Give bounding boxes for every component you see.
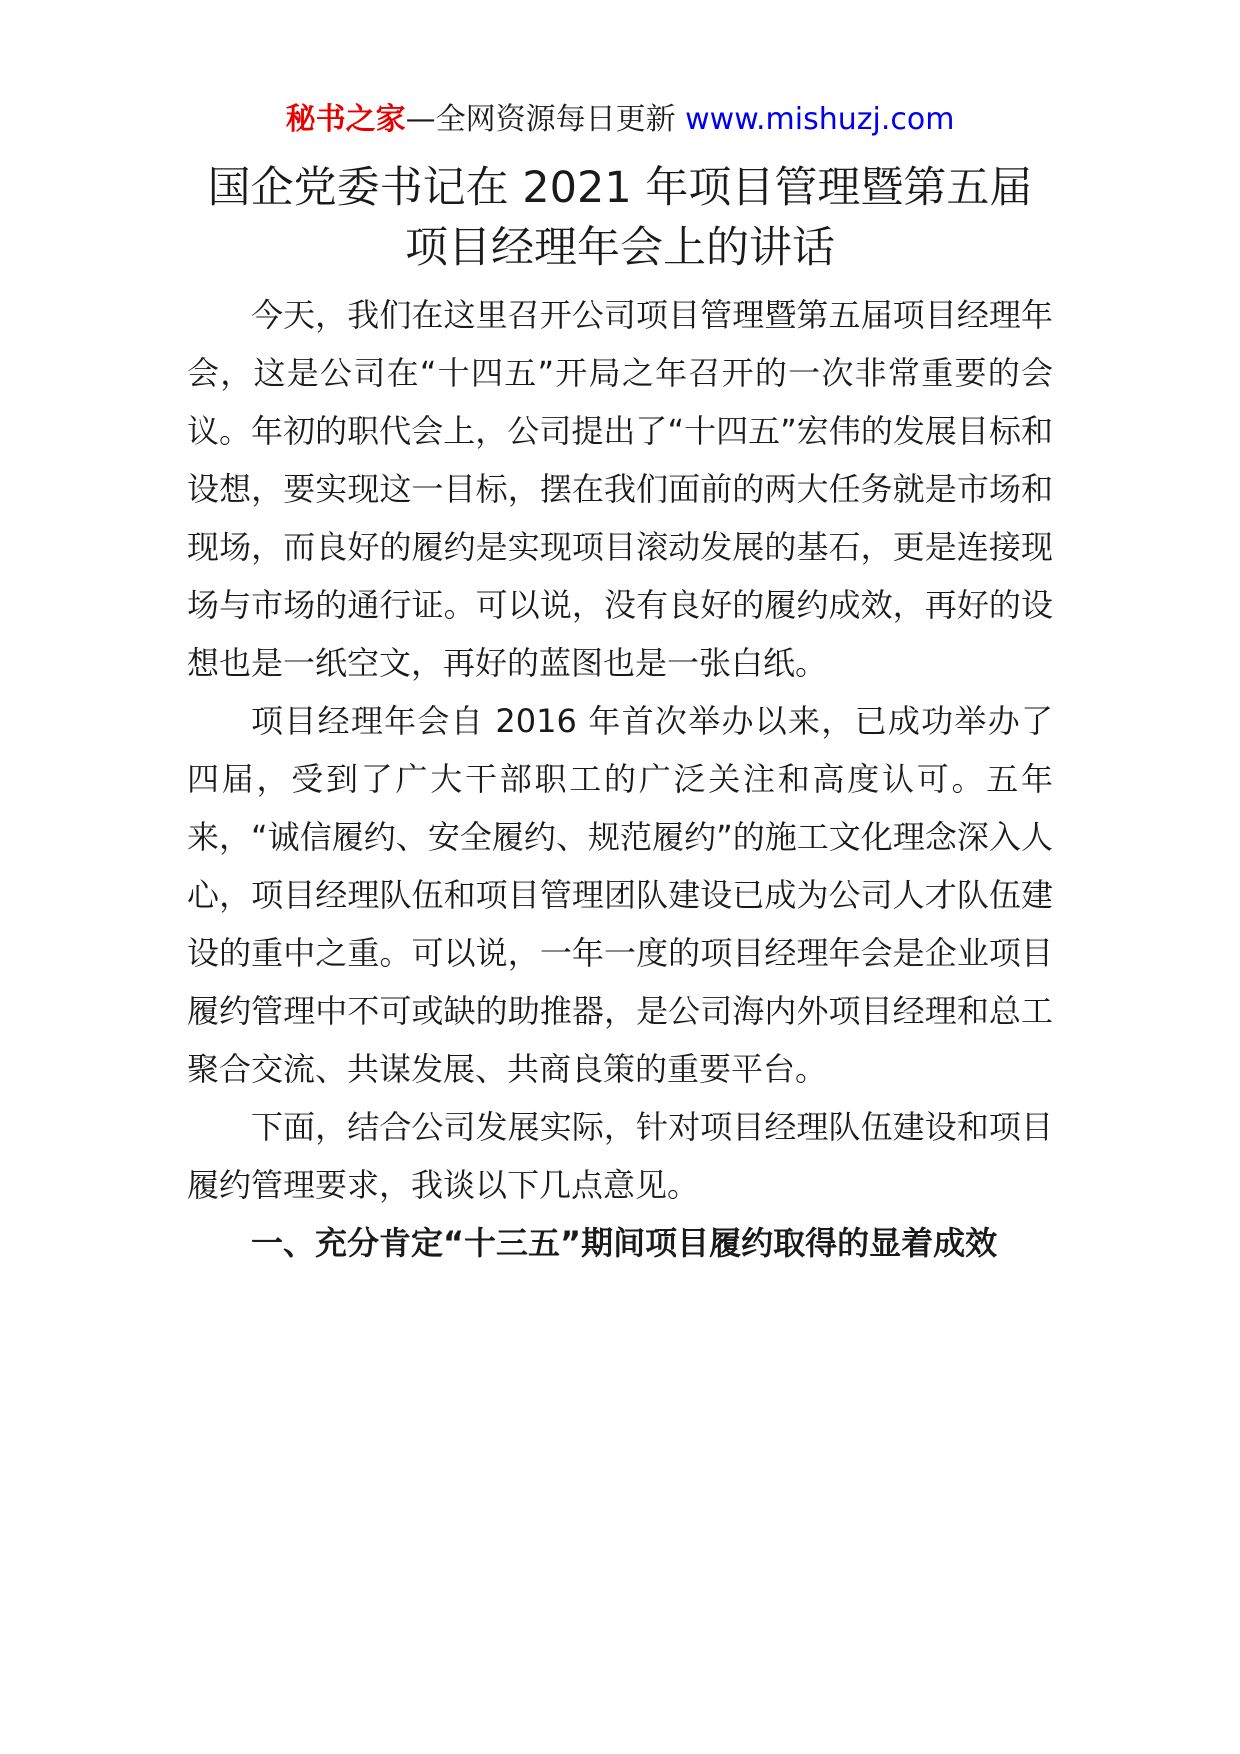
document-title-line-1: 国企党委书记在 2021 年项目管理暨第五届 bbox=[207, 163, 1033, 213]
site-brand: 秘书之家 bbox=[285, 102, 406, 137]
body-paragraph: 今天，我们在这里召开公司项目管理暨第五届项目经理年会，这是公司在“十四五”开局之年召开的一次非常重要的会议。年初的职代会上，公司提出了“十四五”宏伟的发展目标和设想，要实现这一目标，摆在我们面前的两大任务就是市场和现场，而良好的履约是实现项目滚动发展的基石，更是连接现场与市场的通行证。可以说，没有良好的履约成效，再好的设想也是一纸空文，再好的蓝图也是一张白纸。 bbox=[187, 296, 1053, 682]
document-body bbox=[187, 286, 1053, 1272]
section-heading: 一、充分肯定“十三五”期间项目履约取得的显着成效 bbox=[251, 1224, 998, 1262]
document-title bbox=[150, 158, 1090, 278]
body-paragraph: 下面，结合公司发展实际，针对项目经理队伍建设和项目履约管理要求，我谈以下几点意见。 bbox=[187, 1108, 1053, 1204]
body-paragraph: 项目经理年会自 2016 年首次举办以来，已成功举办了四届，受到了广大干部职工的广泛关注和高度认可。五年来，“诚信履约、安全履约、规范履约”的施工文化理念深入人心，项目经理队伍和项目管理团队建设已成为公司人才队伍建设的重中之重。可以说，一年一度的项目经理年会是企业项目履约管理中不可或缺的助推器，是公司海内外项目经理和总工聚合交流、共谋发展、共商良策的重要平台。 bbox=[187, 702, 1053, 1088]
site-url-link[interactable]: www.mishuzj.com bbox=[685, 102, 955, 137]
site-header bbox=[0, 100, 1240, 140]
document-title-line-2: 项目经理年会上的讲话 bbox=[405, 223, 835, 273]
site-tagline: —全网资源每日更新 bbox=[405, 102, 676, 137]
